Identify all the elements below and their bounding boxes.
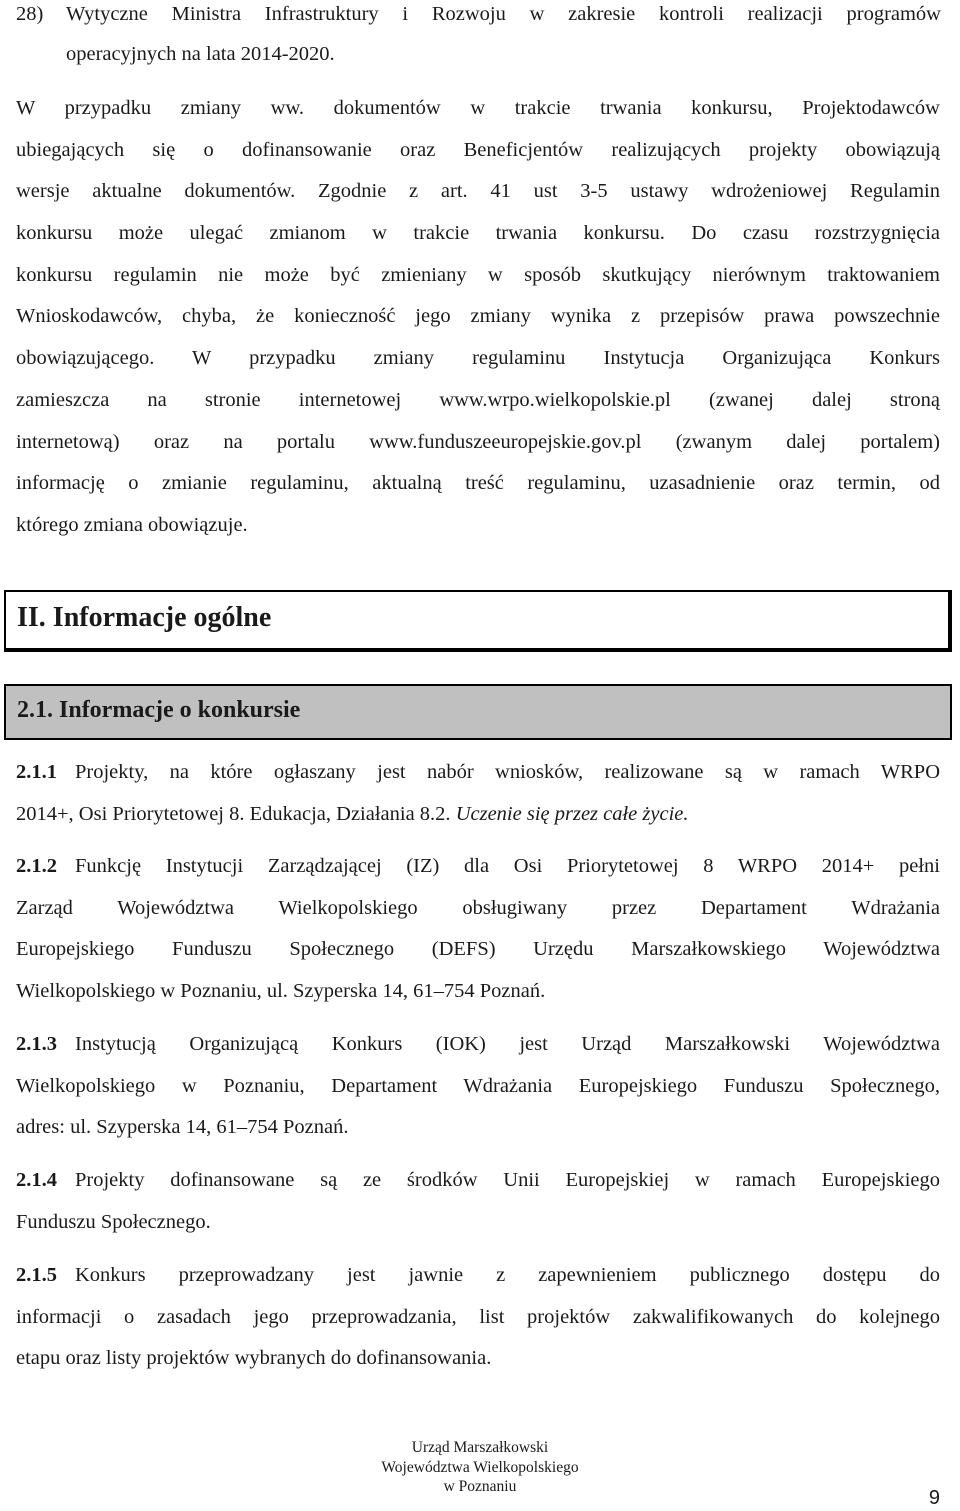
- subsection-heading: 2.1. Informacje o konkursie: [17, 697, 301, 723]
- paragraph-line: W przypadku zmiany ww. dokumentów w trakcie trwania konkursu, Projektodawców: [16, 97, 940, 119]
- clause-line: Funduszu Społecznego.: [16, 1210, 211, 1233]
- clause-2-1-1: [16, 760, 940, 843]
- clause-number: 2.1.3: [16, 1033, 57, 1055]
- paragraph-line: informację o zmianie regulaminu, aktualną treść regulaminu, uzasadnienie oraz termin, od: [16, 472, 940, 495]
- clause-line: Instytucją Organizującą Konkurs (IOK) jest Urząd Marszałkowski Województwa: [75, 1033, 940, 1055]
- clause-line: Wielkopolskiego w Poznaniu, Departament Wdrażania Europejskiego Funduszu Społecznego,: [16, 1074, 940, 1097]
- paragraph-line: konkursu regulamin nie może być zmieniany w sposób skutkujący nierównym traktowaniem: [16, 263, 940, 286]
- paragraph-line: konkursu może ulegać zmianom w trakcie trwania konkursu. Do czasu rozstrzygnięcia: [16, 222, 940, 245]
- section-heading: II. Informacje ogólne: [17, 602, 272, 633]
- clause-line: Zarząd Województwa Wielkopolskiego obsługiwany przez Departament Wdrażania: [16, 896, 940, 919]
- footer-line-2: Województwa Wielkopolskiego: [381, 1458, 579, 1476]
- paragraph-line: którego zmiana obowiązuje.: [16, 513, 248, 536]
- page-footer: [0, 1438, 960, 1497]
- list-item-28: [16, 2, 941, 26]
- clause-line: etapu oraz listy projektów wybranych do dofinansowania.: [16, 1347, 492, 1370]
- clause-number: 2.1.2: [16, 855, 57, 877]
- clause-line: Wielkopolskiego w Poznaniu, ul. Szyperska 14, 61–754 Poznań.: [16, 980, 546, 1003]
- clause-2-1-4: [16, 1168, 940, 1251]
- paragraph-line: obowiązującego. W przypadku zmiany regulaminu Instytucja Organizująca Konkurs: [16, 347, 940, 370]
- clause-2-1-5: [16, 1263, 940, 1388]
- clause-2-1-2: [16, 854, 940, 1021]
- subsection-heading-box: [4, 684, 952, 740]
- paragraph-line: ubiegających się o dofinansowanie oraz Beneficjentów realizujących projekty obowiązują: [16, 138, 940, 161]
- list-item-number: 28): [16, 3, 44, 25]
- paragraph-line: Wnioskodawców, chyba, że konieczność jego zmiany wynika z przepisów prawa powszechnie: [16, 305, 940, 328]
- list-item-text-line-2: operacyjnych na lata 2014-2020.: [66, 43, 335, 65]
- clause-number: 2.1.4: [16, 1169, 57, 1191]
- clause-line: Funkcję Instytucji Zarządzającej (IZ) dla Osi Priorytetowej 8 WRPO 2014+ pełni: [75, 855, 940, 877]
- clause-line: Europejskiego Funduszu Społecznego (DEFS) Urzędu Marszałkowskiego Województwa: [16, 938, 940, 961]
- page-number: 9: [928, 1487, 940, 1509]
- clause-number: 2.1.1: [16, 761, 57, 783]
- section-heading-box: [4, 590, 952, 652]
- clause-number: 2.1.5: [16, 1264, 57, 1286]
- clause-line: adres: ul. Szyperska 14, 61–754 Poznań.: [16, 1116, 349, 1139]
- list-item-text-line-1: Wytyczne Ministra Infrastruktury i Rozwoju w zakresie kontroli realizacji programów: [66, 3, 941, 25]
- footer-line-3: w Poznaniu: [443, 1478, 517, 1495]
- clause-line: 2014+, Osi Priorytetowej 8. Edukacja, Działania 8.2.: [16, 802, 451, 825]
- paragraph-line: zamieszcza na stronie internetowej www.wrpo.wielkopolskie.pl (zwanej dalej stroną: [16, 388, 940, 411]
- clause-line: Projekty dofinansowane są ze środków Unii Europejskiej w ramach Europejskiego: [75, 1169, 940, 1191]
- paragraph-line: internetową) oraz na portalu www.funduszeeuropejskie.gov.pl (zwanym dalej portalem): [16, 430, 940, 453]
- clause-line: Projekty, na które ogłaszany jest nabór wniosków, realizowane są w ramach WRPO: [75, 761, 940, 783]
- footer-line-1: Urząd Marszałkowski: [411, 1439, 549, 1456]
- clause-line: Konkurs przeprowadzany jest jawnie z zapewnieniem publicznego dostępu do: [75, 1264, 940, 1286]
- clause-italic-text: Uczenie się przez całe życie.: [455, 802, 689, 825]
- clause-2-1-3: [16, 1032, 940, 1157]
- body-paragraph: [16, 96, 940, 555]
- clause-line: informacji o zasadach jego przeprowadzania, list projektów zakwalifikowanych do kolejnego: [16, 1305, 940, 1328]
- paragraph-line: wersje aktualne dokumentów. Zgodnie z art. 41 ust 3-5 ustawy wdrożeniowej Regulamin: [16, 180, 940, 203]
